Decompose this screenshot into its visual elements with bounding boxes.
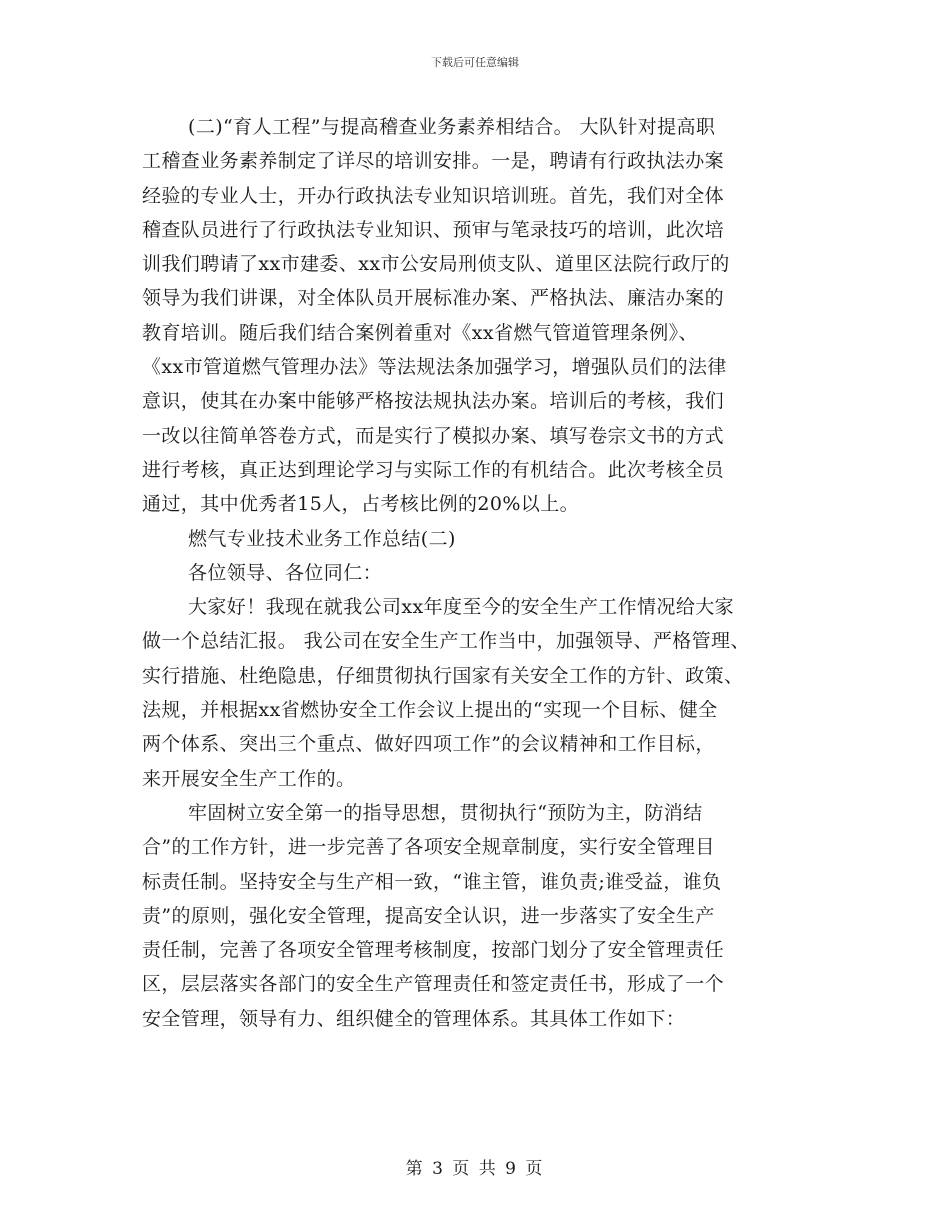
text-line: 责”的原则，强化安全管理，提高安全认识，进一步落实了安全生产 — [142, 904, 715, 927]
text-line: 教育培训。随后我们结合案例着重对《xx省燃气管道管理条例》、 — [142, 321, 698, 344]
text-line: 大家好！我现在就我公司xx年度至今的安全生产工作情况给大家 — [188, 596, 735, 619]
text-line: 通过，其中优秀者15人，占考核比例的20%以上。 — [142, 493, 580, 516]
text-line: 各位领导、各位同仁： — [188, 561, 383, 584]
text-line: 实行措施、杜绝隐患，仔细贯彻执行国家有关安全工作的方针、政策、 — [142, 664, 744, 687]
text-line: 合”的工作方针，进一步完善了各项安全规章制度，实行安全管理目 — [142, 836, 715, 859]
text-line: 牢固树立安全第一的指导思想，贯彻执行“预防为主，防消结 — [188, 801, 703, 824]
text-line: 训我们聘请了xx市建委、xx市公安局刑侦支队、道里区法院行政厅的 — [142, 253, 730, 276]
text-line: 工稽查业务素养制定了详尽的培训安排。一是，聘请有行政执法办案 — [142, 150, 725, 173]
page-header: 下载后可任意编辑 — [431, 56, 519, 69]
text-line: 意识，使其在办案中能够严格按法规执法办案。培训后的考核，我们 — [142, 390, 725, 413]
text-line: 责任制，完善了各项安全管理考核制度，按部门划分了安全管理责任 — [142, 939, 725, 962]
text-line: 安全管理，领导有力、组织健全的管理体系。其具体工作如下： — [142, 1007, 686, 1030]
text-line: 做一个总结汇报。 我公司在安全生产工作当中，加强领导、严格管理、 — [142, 630, 750, 653]
text-line: 标责任制。坚持安全与生产相一致，“谁主管，谁负责;谁受益，谁负 — [142, 870, 722, 893]
text-line: 经验的专业人士，开办行政执法专业知识培训班。首先，我们对全体 — [142, 184, 725, 207]
text-line: 进行考核，真正达到理论学习与实际工作的有机结合。此次考核全员 — [142, 458, 725, 481]
text-line: 燃气专业技术业务工作总结(二) — [188, 527, 456, 550]
text-line: 法规，并根据xx省燃协安全工作会议上提出的“实现一个目标、健全 — [142, 699, 718, 722]
document-body — [142, 110, 832, 1036]
text-line: 领导为我们讲课，对全体队员开展标准办案、严格执法、廉洁办案的 — [142, 287, 725, 310]
text-line: 稽查队员进行了行政执法专业知识、预审与笔录技巧的培训，此次培 — [142, 218, 725, 241]
text-line: 两个体系、突出三个重点、做好四项工作”的会议精神和工作目标， — [142, 733, 715, 756]
text-line: 《xx市管道燃气管理办法》等法规法条加强学习，增强队员们的法律 — [142, 356, 727, 379]
text-line: 一改以往简单答卷方式，而是实行了模拟办案、填写卷宗文书的方式 — [142, 424, 725, 447]
text-line: (二)“育人工程”与提高稽查业务素养相结合。 大队针对提高职 — [188, 116, 716, 138]
text-line: 区，层层落实各部门的安全生产管理责任和签定责任书，形成了一个 — [142, 973, 725, 996]
page-footer: 第 3 页 共 9 页 — [405, 1159, 545, 1179]
text-line: 来开展安全生产工作的。 — [142, 767, 356, 790]
